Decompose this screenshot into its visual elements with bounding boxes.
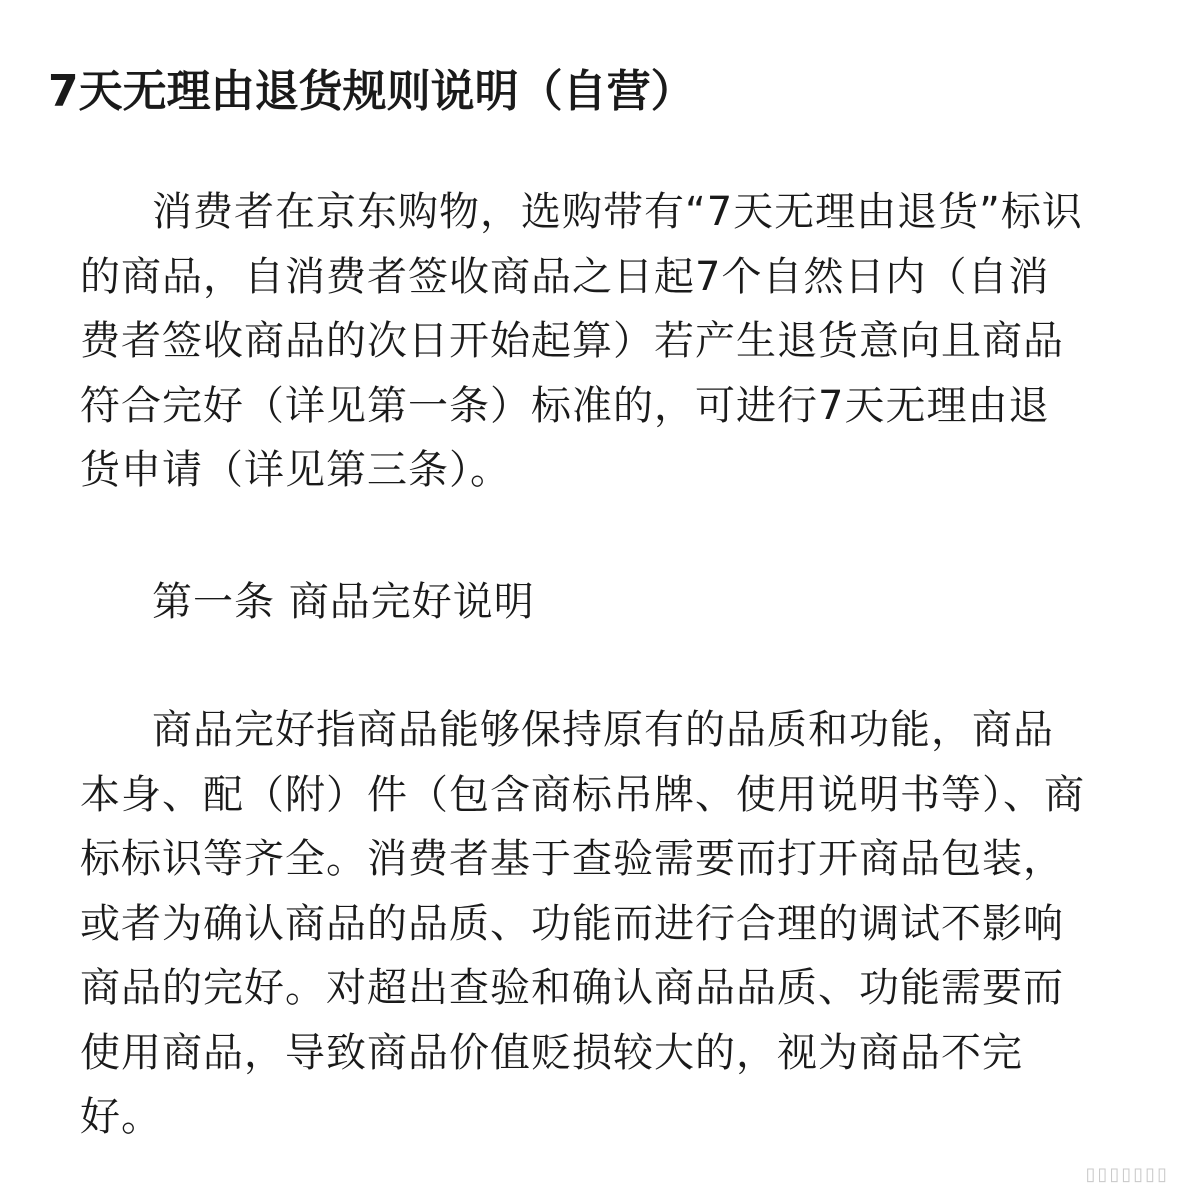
page-title: 7天无理由退货规则说明（自营）: [48, 66, 695, 117]
section-heading: 第一条 商品完好说明: [152, 579, 535, 625]
watermark: ▯▯▯▯▯▯▯: [1085, 1164, 1169, 1185]
section-paragraph: 商品完好指商品能够保持原有的品质和功能，商品本身、配（附）件（包含商标吊牌、使用说明书等）、商标标识等齐全。消费者基于查验需要而打开商品包装，或者为确认商品的品质、功能而进行合理的调试不影响商品的完好。对超出查验和确认商品品质、功能需要而使用商品，导致商品价值贬损较大的，视为商品不完好。: [80, 707, 1085, 1140]
intro-paragraph: 消费者在京东购物，选购带有“7天无理由退货”标识的商品，自消费者签收商品之日起7个自然日内（自消费者签收商品的次日开始起算）若产生退货意向且商品符合完好（详见第一条）标准的，可进行7天无理由退货申请（详见第三条）。: [80, 189, 1083, 493]
